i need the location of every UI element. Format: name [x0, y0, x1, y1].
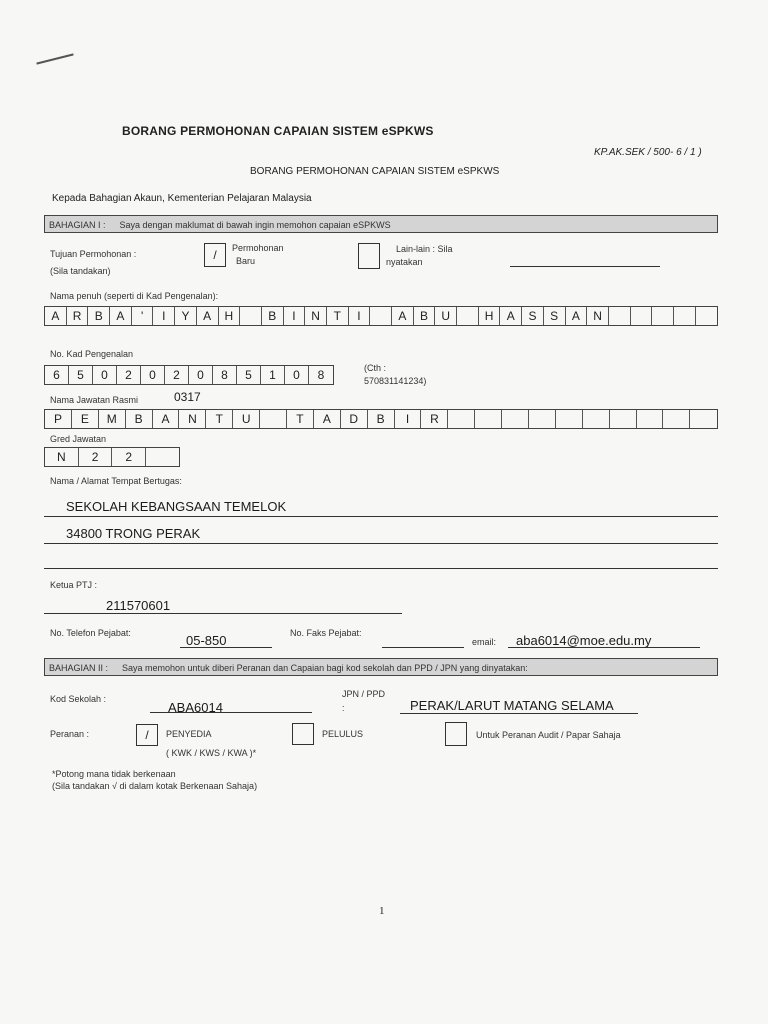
char-cell[interactable]: '	[132, 307, 154, 325]
char-cell[interactable]: I	[349, 307, 371, 325]
email-label: email:	[472, 637, 497, 647]
char-cell[interactable]: 5	[237, 366, 261, 384]
char-cell[interactable]: B	[88, 307, 110, 325]
page-number: 1	[379, 905, 385, 917]
faks-rule[interactable]	[382, 647, 464, 648]
note-2: (Sila tandakan √ di dalam kotak Berkenaan Sahaja)	[52, 781, 258, 791]
char-cell[interactable]: 0	[189, 366, 213, 384]
char-cell[interactable]	[529, 410, 556, 428]
email-value: aba6014@moe.edu.my	[516, 633, 652, 648]
email-rule[interactable]	[508, 647, 700, 648]
scan-mark	[36, 53, 73, 64]
char-cell[interactable]: H	[479, 307, 501, 325]
kod-value: ABA6014	[168, 700, 223, 715]
jpn-value: PERAK/LARUT MATANG SELAMA	[410, 698, 614, 713]
jpn-colon: :	[342, 703, 345, 713]
char-cell[interactable]: U	[233, 410, 260, 428]
char-cell[interactable]	[652, 307, 674, 325]
audit-checkbox[interactable]	[445, 722, 467, 746]
char-cell[interactable]: U	[435, 307, 457, 325]
char-cell[interactable]: I	[153, 307, 175, 325]
permohonan-baru-label-2: Baru	[236, 256, 256, 266]
char-cell[interactable]: A	[197, 307, 219, 325]
permohonan-baru-checkbox[interactable]: /	[204, 243, 226, 267]
gred-char-grid[interactable]	[44, 447, 180, 467]
jawatan-code: 0317	[174, 390, 201, 404]
jawatan-label: Nama Jawatan Rasmi	[50, 395, 139, 405]
char-cell[interactable]: N	[179, 410, 206, 428]
char-cell[interactable]: 2	[165, 366, 189, 384]
telefon-rule[interactable]	[180, 647, 272, 648]
char-cell[interactable]: P	[45, 410, 72, 428]
char-cell[interactable]	[457, 307, 479, 325]
peranan-label: Peranan :	[50, 729, 90, 739]
permohonan-baru-label-1: Permohonan	[232, 243, 284, 253]
alamat-line-1-rule[interactable]	[44, 516, 718, 517]
section1-bar	[44, 215, 718, 233]
telefon-label: No. Telefon Pejabat:	[50, 628, 131, 638]
ic-example-1: (Cth :	[364, 363, 387, 373]
gred-label: Gred Jawatan	[50, 434, 107, 444]
pelulus-label: PELULUS	[322, 729, 364, 739]
char-cell[interactable]: R	[421, 410, 448, 428]
char-cell[interactable]: T	[287, 410, 314, 428]
lain-lain-label-1: Lain-lain : Sila	[396, 244, 453, 254]
alamat-line-3-rule[interactable]	[44, 568, 718, 569]
kod-label: Kod Sekolah :	[50, 694, 107, 704]
char-cell[interactable]: A	[500, 307, 522, 325]
char-cell[interactable]: 6	[45, 366, 69, 384]
lain-lain-label-2: nyatakan	[386, 257, 423, 267]
kepada-line: Kepada Bahagian Akaun, Kementerian Pelajaran Malaysia	[52, 193, 312, 204]
note-1: *Potong mana tidak berkenaan	[52, 769, 176, 779]
char-cell[interactable]: M	[99, 410, 126, 428]
char-cell[interactable]	[240, 307, 262, 325]
char-cell[interactable]: Y	[175, 307, 197, 325]
char-cell[interactable]	[260, 410, 287, 428]
char-cell[interactable]: T	[206, 410, 233, 428]
char-cell[interactable]	[674, 307, 696, 325]
tujuan-note: (Sila tandakan)	[50, 266, 111, 276]
tujuan-label: Tujuan Permohonan :	[50, 249, 137, 259]
ketua-rule[interactable]	[44, 613, 402, 614]
char-cell[interactable]: B	[262, 307, 284, 325]
penyedia-checkbox[interactable]: /	[136, 724, 158, 746]
jpn-rule[interactable]	[400, 713, 638, 714]
char-cell[interactable]: B	[368, 410, 395, 428]
faks-label: No. Faks Pejabat:	[290, 628, 362, 638]
ic-char-grid[interactable]	[44, 365, 334, 385]
section2-label: BAHAGIAN II :	[49, 663, 109, 673]
char-cell[interactable]: N	[305, 307, 327, 325]
lain-lain-checkbox[interactable]	[358, 243, 380, 269]
lain-lain-input-line[interactable]	[510, 266, 660, 267]
char-cell[interactable]: B	[414, 307, 436, 325]
form-reference: KP.AK.SEK / 500- 6 / 1 )	[594, 147, 702, 158]
telefon-value: 05-850	[186, 633, 227, 648]
char-cell[interactable]: A	[110, 307, 132, 325]
char-cell[interactable]	[696, 307, 718, 325]
form-subtitle: BORANG PERMOHONAN CAPAIAN SISTEM eSPKWS	[250, 166, 500, 177]
ketua-value: 211570601	[106, 598, 171, 613]
pelulus-checkbox[interactable]	[292, 723, 314, 745]
char-cell[interactable]: 2	[117, 366, 141, 384]
nama-char-grid[interactable]	[44, 306, 718, 326]
char-cell[interactable]: 8	[317, 368, 325, 382]
char-cell[interactable]: S	[522, 307, 544, 325]
alamat-line-1: SEKOLAH KEBANGSAAN TEMELOK	[66, 499, 287, 514]
nama-label: Nama penuh (seperti di Kad Pengenalan):	[50, 291, 219, 301]
char-cell[interactable]: D	[341, 410, 368, 428]
char-cell[interactable]: 1	[261, 366, 285, 384]
char-cell[interactable]: 0	[285, 366, 309, 384]
jpn-label: JPN / PPD	[342, 689, 386, 699]
char-cell[interactable]	[502, 410, 529, 428]
section1-label: BAHAGIAN I :	[49, 220, 106, 230]
char-cell[interactable]: I	[395, 410, 422, 428]
char-cell[interactable]: T	[327, 307, 349, 325]
ic-example-2: 570831141234)	[364, 376, 427, 386]
alamat-line-2-rule[interactable]	[44, 543, 718, 544]
char-cell[interactable]	[610, 410, 637, 428]
char-cell[interactable]: E	[72, 410, 99, 428]
char-cell[interactable]	[637, 410, 664, 428]
char-cell[interactable]: 0	[93, 366, 117, 384]
ketua-label: Ketua PTJ :	[50, 580, 98, 590]
section2-text: Saya memohon untuk diberi Peranan dan Capaian bagi kod sekolah dan PPD / JPN yang dinyatakan:	[122, 663, 528, 673]
char-cell[interactable]	[146, 448, 180, 466]
penyedia-note: ( KWK / KWS / KWA )*	[166, 748, 257, 758]
char-cell[interactable]: H	[219, 307, 241, 325]
char-cell[interactable]: A	[392, 307, 414, 325]
section2-bar	[44, 658, 718, 676]
char-cell[interactable]: 5	[69, 366, 93, 384]
char-cell[interactable]: N	[45, 448, 79, 466]
char-cell[interactable]: B	[126, 410, 153, 428]
char-cell[interactable]	[609, 307, 631, 325]
char-cell[interactable]: R	[67, 307, 89, 325]
section1-text: Saya dengan maklumat di bawah ingin memohon capaian eSPKWS	[119, 220, 391, 230]
char-cell[interactable]	[583, 410, 610, 428]
alamat-label: Nama / Alamat Tempat Bertugas:	[50, 476, 182, 486]
char-cell[interactable]	[631, 307, 653, 325]
alamat-line-2: 34800 TRONG PERAK	[66, 526, 201, 541]
char-cell[interactable]	[690, 410, 717, 428]
char-cell[interactable]: 8	[213, 366, 237, 384]
char-cell[interactable]: 0	[141, 366, 165, 384]
char-cell[interactable]	[556, 410, 583, 428]
char-cell[interactable]: A	[566, 307, 588, 325]
kod-rule[interactable]	[150, 712, 312, 713]
char-cell[interactable]: 2	[79, 448, 113, 466]
char-cell[interactable]: N	[587, 307, 609, 325]
jawatan-char-grid[interactable]	[44, 409, 718, 429]
char-cell[interactable]: A	[314, 410, 341, 428]
char-cell[interactable]	[448, 410, 475, 428]
char-cell[interactable]: A	[153, 410, 180, 428]
ic-label: No. Kad Pengenalan	[50, 349, 134, 359]
char-cell[interactable]: I	[284, 307, 306, 325]
form-title: BORANG PERMOHONAN CAPAIAN SISTEM eSPKWS	[122, 124, 434, 138]
char-cell[interactable]	[370, 307, 392, 325]
char-cell[interactable]: A	[45, 307, 67, 325]
audit-label: Untuk Peranan Audit / Papar Sahaja	[476, 730, 621, 740]
char-cell[interactable]: S	[544, 307, 566, 325]
char-cell[interactable]	[475, 410, 502, 428]
penyedia-label: PENYEDIA	[166, 729, 212, 739]
char-cell[interactable]	[663, 410, 690, 428]
char-cell[interactable]: 2	[112, 448, 146, 466]
